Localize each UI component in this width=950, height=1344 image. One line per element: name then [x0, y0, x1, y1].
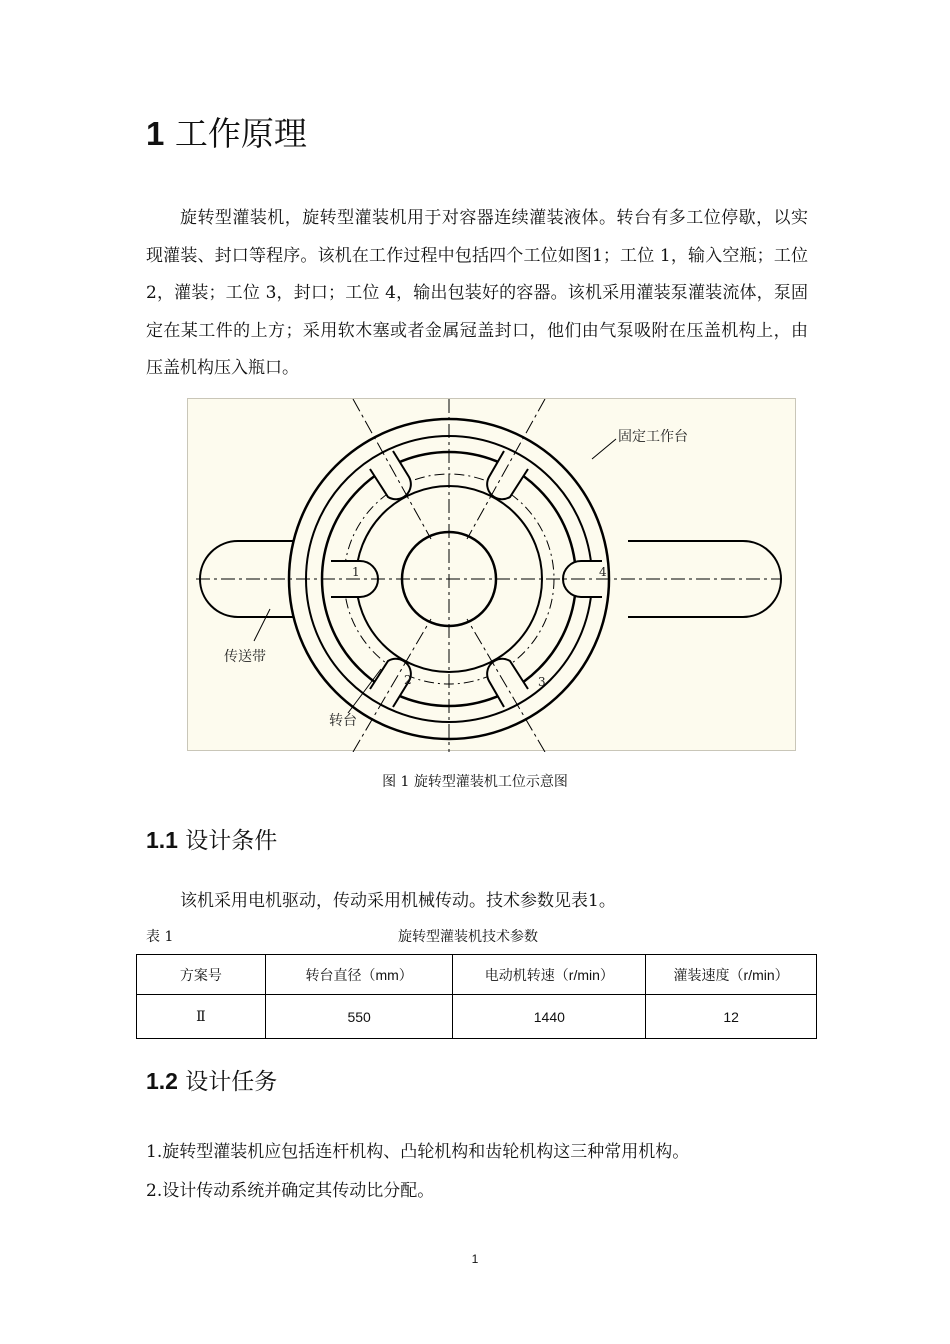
- table-cell: 550: [265, 995, 453, 1039]
- task-item: 2.设计传动系统并确定其传动比分配。: [146, 1181, 435, 1201]
- section-title: 设计条件: [185, 828, 278, 854]
- table-cell: 1440: [453, 995, 646, 1039]
- section-title: 工作原理: [174, 114, 307, 153]
- station-4-label: 4: [599, 565, 607, 579]
- label-turntable: 转台: [329, 713, 357, 729]
- leader-fixed-table: [592, 439, 616, 459]
- task-item: 1.旋转型灌装机应包括连杆机构、凸轮机构和齿轮机构这三种常用机构。: [146, 1142, 690, 1162]
- section-heading-1: [146, 108, 307, 155]
- header-cell: 灌装速度（r/min）: [646, 955, 817, 995]
- header-cell: 方案号: [137, 955, 266, 995]
- figure-caption: 图 1 旋转型灌装机工位示意图: [382, 774, 568, 790]
- label-fixed-table: 固定工作台: [618, 429, 688, 445]
- section-title: 设计任务: [185, 1069, 278, 1095]
- section-number: 1.2: [146, 1068, 178, 1094]
- table-cell: 12: [646, 995, 817, 1039]
- table-title: 旋转型灌装机技术参数: [398, 929, 538, 945]
- section-number: 1.1: [146, 827, 178, 853]
- station-2-label: 2: [404, 673, 412, 687]
- header-cell: 转台直径（mm）: [265, 955, 453, 995]
- intro-paragraph: 旋转型灌装机，旋转型灌装机用于对容器连续灌装液体。转台有多工位停歇，以实现灌装、封口等程序。该机在工作过程中包括四个工位如图1；工位 1，输入空瓶；工位 2，灌装；工位 3，封口；工位 4，输出包装好的容器。该机采用灌装泵灌装流体，泵固定在某工件的上方；采用软木塞或者金属冠盖封口，他们由气泵吸附在压盖机构上，由压盖机构压入瓶口。: [146, 208, 808, 379]
- section-number: 1: [146, 115, 165, 152]
- label-conveyor: 传送带: [224, 649, 266, 665]
- section-heading-1-2: [146, 1063, 277, 1096]
- table-row: [137, 995, 817, 1039]
- section-heading-1-1: [146, 822, 277, 855]
- station-3-label: 3: [538, 675, 546, 689]
- table-label: 表 1: [146, 929, 174, 945]
- table-cell: Ⅱ: [137, 995, 266, 1039]
- turntable-diagram: [187, 398, 796, 751]
- page-number: 1: [471, 1252, 479, 1266]
- design-conditions-paragraph: 该机采用电机驱动，传动采用机械传动。技术参数见表1。: [180, 891, 616, 911]
- header-cell: 电动机转速（r/min）: [453, 955, 646, 995]
- parameters-table: [136, 954, 817, 1039]
- table-header-row: [137, 955, 817, 995]
- station-1-label: 1: [352, 565, 360, 579]
- leader-conveyor: [254, 609, 270, 641]
